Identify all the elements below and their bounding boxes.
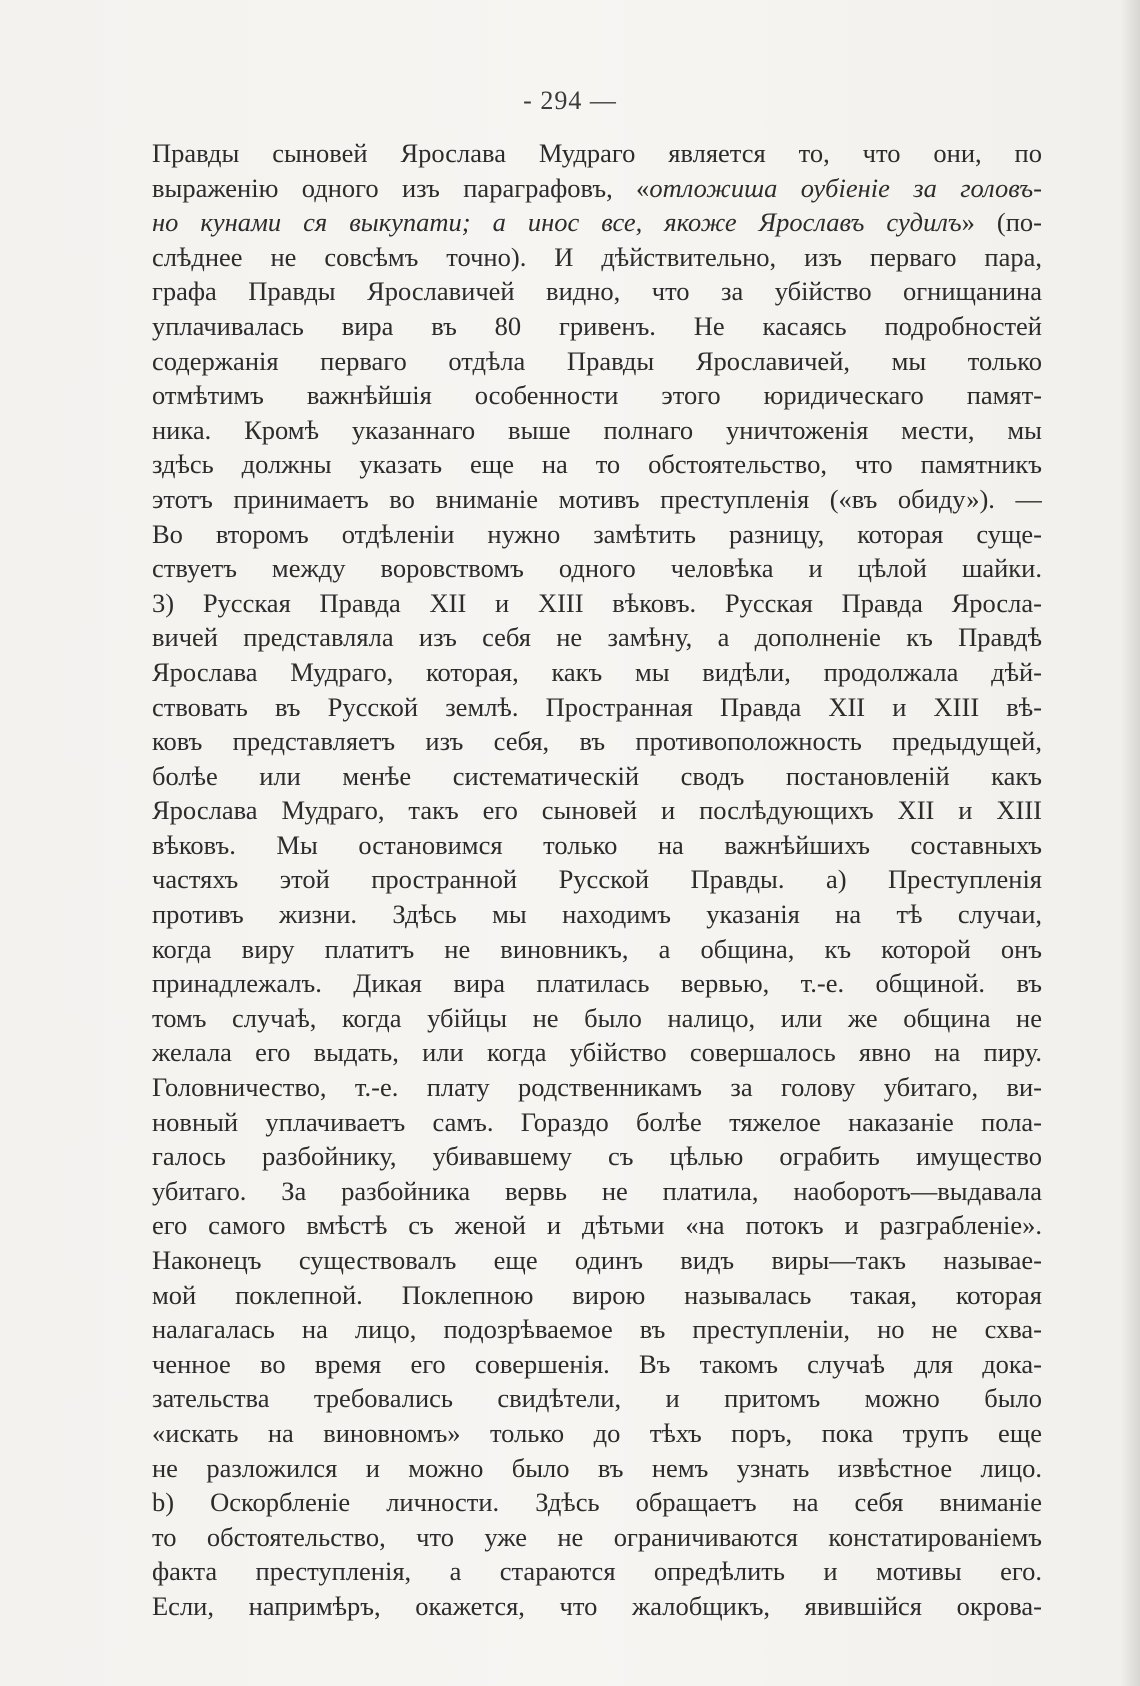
text-segment: ченное во время его совершенія. Въ такомъ случаѣ для дока- [152, 1348, 1042, 1379]
text-line [152, 724, 1042, 759]
text-segment: здѣсь должны указать еще на то обстоятельство, что памятникъ [152, 449, 1042, 480]
text-segment: принадлежалъ. Дикая вира платилась вервью, т.-е. общиной. въ [152, 968, 1042, 999]
text-segment: Ярослава Мудраго, которая, какъ мы видѣли, продолжала дѣй- [152, 656, 1042, 687]
text-line [152, 932, 1042, 967]
text-segment: ствуетъ между воровствомъ одного человѣка и цѣлой шайки. [152, 553, 1042, 584]
text-line [152, 1174, 1042, 1209]
text-line [152, 1589, 1042, 1624]
text-segment: ника. Кромѣ указаннаго выше полнаго уничтоженія мести, мы [152, 414, 1042, 445]
text-segment: ковъ представляетъ изъ себя, въ противоположность предыдущей, [152, 726, 1042, 757]
text-line [152, 240, 1042, 275]
italic-quote-segment: но кунами ся выкупати; а инос все, якоже Ярославъ судилъ [152, 207, 962, 238]
text-segment: Во второмъ отдѣленіи нужно замѣтить разницу, которая суще- [152, 518, 1042, 549]
text-line [152, 171, 1042, 206]
text-segment: b) Оскорбленіе личности. Здѣсь обращаетъ на себя вниманіе [152, 1487, 1042, 1518]
text-segment: содержанія перваго отдѣла Правды Ярославичей, мы только [152, 345, 1042, 376]
text-line [152, 1416, 1042, 1451]
text-segment: галось разбойнику, убивавшему съ цѣлью ограбить имущество [152, 1141, 1042, 1172]
text-line [152, 447, 1042, 482]
body-text [152, 136, 1042, 1624]
text-segment: отмѣтимъ важнѣйшія особенности этого юридическаго памят- [152, 380, 1042, 411]
text-line [152, 1381, 1042, 1416]
text-line [152, 1554, 1042, 1589]
text-line [152, 620, 1042, 655]
text-segment: Правды сыновей Ярослава Мудраго является то, что они, по [152, 138, 1042, 168]
text-segment: не разложился и можно было въ немъ узнать извѣстное лицо. [152, 1452, 1042, 1483]
page-number: - 294 — [523, 86, 617, 115]
text-segment: частяхъ этой пространной Русской Правды. а) Преступленія [152, 864, 1042, 895]
text-line [152, 897, 1042, 932]
text-segment: противъ жизни. Здѣсь мы находимъ указанія на тѣ случаи, [152, 899, 1042, 930]
text-segment: факта преступленія, а стараются опредѣлить и мотивы его. [152, 1556, 1042, 1587]
text-segment: «искать на виновномъ» только до тѣхъ поръ, пока трупъ еще [152, 1417, 1042, 1448]
text-line [152, 1312, 1042, 1347]
text-segment: слѣднее не совсѣмъ точно). И дѣйствительно, изъ перваго пара, [152, 241, 1042, 272]
text-line [152, 1243, 1042, 1278]
text-line [152, 1485, 1042, 1520]
text-line [152, 690, 1042, 725]
text-line [152, 1278, 1042, 1313]
text-line [152, 413, 1042, 448]
text-line [152, 828, 1042, 863]
text-line [152, 862, 1042, 897]
text-segment: этотъ принимаетъ во вниманіе мотивъ преступленія («въ обиду»). — [152, 483, 1042, 514]
text-segment: когда виру платитъ не виновникъ, а община, къ которой онъ [152, 933, 1042, 964]
text-segment: вичей представляла изъ себя не замѣну, а дополненіе къ Правдѣ [152, 622, 1042, 653]
text-segment: новный уплачиваетъ самъ. Гораздо болѣе тяжелое наказаніе пола- [152, 1106, 1042, 1137]
italic-quote-segment: отложиша оубіеніе за головъ- [649, 172, 1042, 203]
text-line [152, 136, 1042, 171]
text-line [152, 378, 1042, 413]
text-line [152, 1070, 1042, 1105]
text-line [152, 655, 1042, 690]
text-line [152, 793, 1042, 828]
text-line [152, 274, 1042, 309]
text-segment: Головничество, т.-е. плату родственникамъ за голову убитаго, ви- [152, 1072, 1042, 1103]
text-line [152, 1520, 1042, 1555]
text-segment: то обстоятельство, что уже не ограничиваются констатированіемъ [152, 1521, 1042, 1552]
text-line [152, 1035, 1042, 1070]
text-line [152, 759, 1042, 794]
text-line [152, 482, 1042, 517]
text-segment: выраженію одного изъ параграфовъ, « [152, 172, 650, 203]
text-line [152, 1001, 1042, 1036]
text-line [152, 1139, 1042, 1174]
text-segment: убитаго. За разбойника вервь не платила, наоборотъ—выдавала [152, 1175, 1042, 1206]
text-line [152, 344, 1042, 379]
text-line [152, 1208, 1042, 1243]
text-segment: уплачивалась вира въ 80 гривенъ. Не касаясь подробностей [152, 310, 1042, 341]
text-line [152, 551, 1042, 586]
text-segment: ствовать въ Русской землѣ. Пространная Правда XII и XIII вѣ- [152, 691, 1042, 722]
text-line [152, 966, 1042, 1001]
text-segment: графа Правды Ярославичей видно, что за убійство огнищанина [152, 276, 1042, 307]
text-line [152, 1451, 1042, 1486]
text-line [152, 586, 1042, 621]
text-segment: зательства требовались свидѣтели, и притомъ можно было [152, 1383, 1042, 1414]
text-segment: Ярослава Мудраго, такъ его сыновей и послѣдующихъ XII и XIII [152, 795, 1042, 826]
text-segment: вѣковъ. Мы остановимся только на важнѣйшихъ составныхъ [152, 829, 1042, 860]
text-line [152, 205, 1042, 240]
text-segment: мой поклепной. Поклепною вирою называлась такая, которая [152, 1279, 1042, 1310]
text-segment: болѣе или менѣе систематическій сводъ постановленій какъ [152, 760, 1042, 791]
text-segment: желала его выдать, или когда убійство совершалось явно на пиру. [152, 1037, 1042, 1068]
page-edge-shadow [1120, 0, 1140, 1686]
text-line [152, 309, 1042, 344]
text-segment: Если, напримѣръ, окажется, что жалобщикъ, явившійся окрова- [152, 1590, 1042, 1621]
text-segment: Наконецъ существовалъ еще одинъ видъ виры—такъ называе- [152, 1245, 1042, 1275]
text-segment: его самого вмѣстѣ съ женой и дѣтьми «на потокъ и разграбленіе». [152, 1210, 1042, 1241]
text-line [152, 517, 1042, 552]
text-line [152, 1347, 1042, 1382]
text-segment: томъ случаѣ, когда убійцы не было налицо, или же община не [152, 1002, 1042, 1033]
text-segment: налагалась на лицо, подозрѣваемое въ преступленіи, но не схва- [152, 1314, 1042, 1345]
text-line [152, 1105, 1042, 1140]
text-segment: » (по- [961, 207, 1042, 238]
text-segment: 3) Русская Правда XII и XIII вѣковъ. Русская Правда Яросла- [152, 587, 1042, 618]
